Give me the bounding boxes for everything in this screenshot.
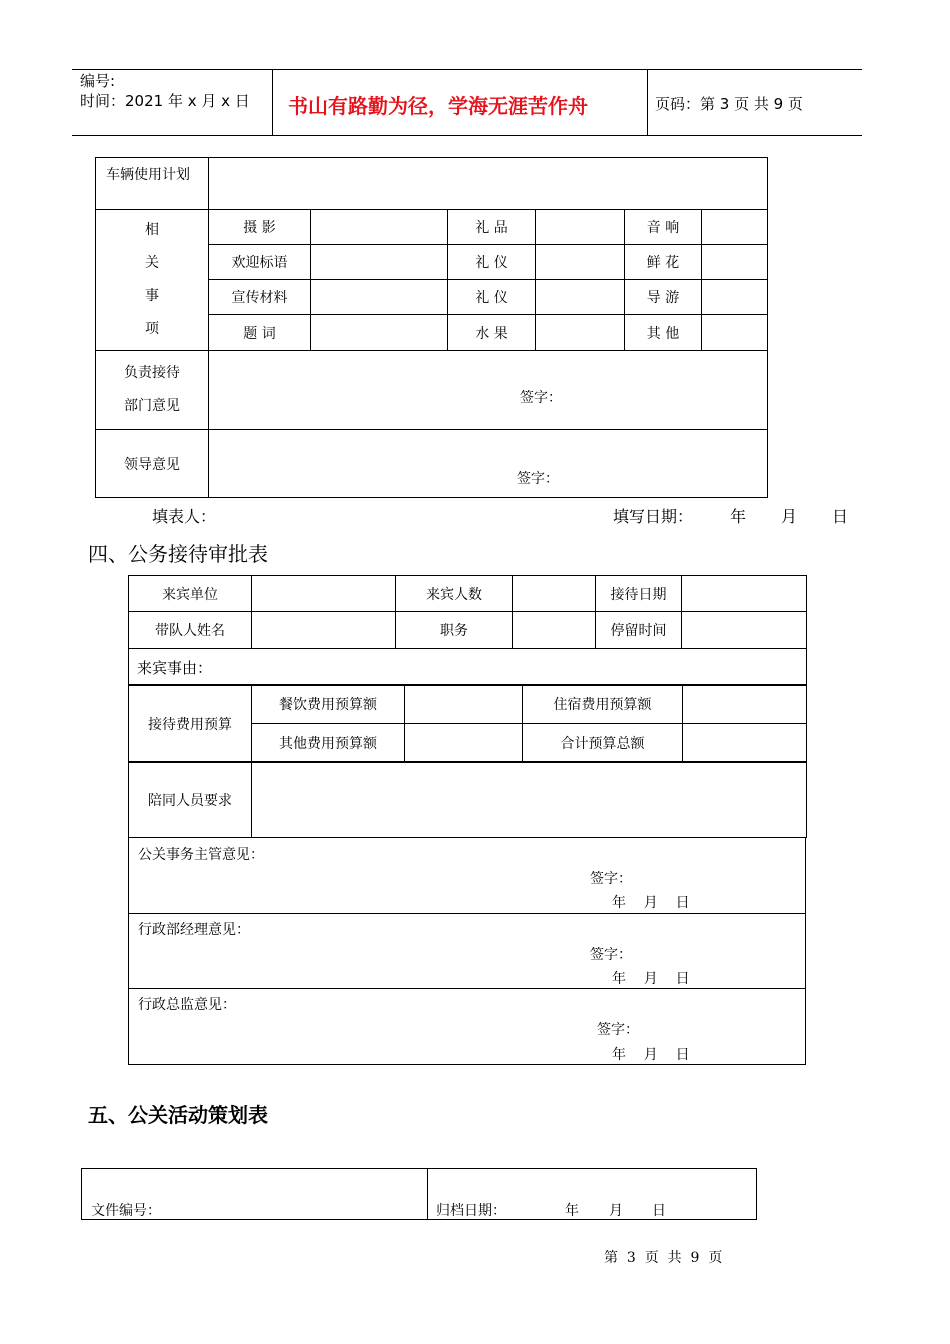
budget-item-value[interactable] xyxy=(683,685,807,724)
item-value[interactable] xyxy=(536,210,625,245)
leader-name-value[interactable] xyxy=(252,612,396,649)
archive-date-label[interactable]: 归档日期： xyxy=(436,1203,506,1219)
opinion-date: 年 月 日 xyxy=(612,1047,690,1063)
dept-opinion-label xyxy=(96,351,209,430)
filler-label: 填表人： xyxy=(152,507,217,526)
item-value[interactable] xyxy=(536,315,625,351)
escort-label: 陪同人员要求 xyxy=(129,762,252,838)
vehicle-plan-label: 车辆使用计划 xyxy=(96,158,209,210)
item-label: 导 游 xyxy=(625,280,702,315)
stay-time-label: 停留时间 xyxy=(596,612,682,649)
item-value[interactable] xyxy=(311,210,448,245)
sign-label: 签字： xyxy=(590,947,632,963)
position-value[interactable] xyxy=(513,612,596,649)
related-char-4: 项 xyxy=(145,321,159,337)
item-label: 礼 仪 xyxy=(448,245,536,280)
opinion-date: 年 月 日 xyxy=(612,895,690,911)
time-label: 时间：2021 年 x 月 x 日 xyxy=(80,92,250,110)
visitor-count-value[interactable] xyxy=(513,576,596,612)
item-value[interactable] xyxy=(311,280,448,315)
item-label: 音 响 xyxy=(625,210,702,245)
reception-date-value[interactable] xyxy=(682,576,807,612)
header-bottom-rule xyxy=(72,135,862,136)
budget-item-label: 餐饮费用预算额 xyxy=(252,685,405,724)
item-label: 礼 品 xyxy=(448,210,536,245)
fill-year: 年 xyxy=(730,507,747,526)
header-top-rule xyxy=(72,69,862,70)
item-value[interactable] xyxy=(702,280,768,315)
opinion-title: 行政总监意见： xyxy=(138,997,236,1013)
related-char-3: 事 xyxy=(145,288,159,304)
opinion-date: 年 月 日 xyxy=(612,971,690,987)
opinion-title: 行政部经理意见： xyxy=(138,922,250,938)
archive-box xyxy=(81,1168,757,1220)
sign-label: 签字： xyxy=(517,471,559,487)
fill-day: 日 xyxy=(832,507,849,526)
header-divider-1 xyxy=(272,69,273,136)
item-value[interactable] xyxy=(536,245,625,280)
item-label: 水 果 xyxy=(448,315,536,351)
escort-value[interactable] xyxy=(252,762,807,838)
opinion-title: 公关事务主管意见： xyxy=(138,847,264,863)
item-value[interactable] xyxy=(536,280,625,315)
dept-opinion-field[interactable] xyxy=(209,351,768,430)
leader-opinion-field[interactable] xyxy=(209,430,768,498)
leader-name-label: 带队人姓名 xyxy=(129,612,252,649)
file-number-label[interactable]: 文件编号： xyxy=(91,1203,161,1219)
item-label: 摄 影 xyxy=(209,210,311,245)
stay-time-value[interactable] xyxy=(682,612,807,649)
item-value[interactable] xyxy=(311,245,448,280)
item-value[interactable] xyxy=(702,315,768,351)
page-info: 页码：第 3 页 共 9 页 xyxy=(655,95,803,113)
item-value[interactable] xyxy=(702,210,768,245)
related-items-label xyxy=(96,210,209,351)
item-label: 礼 仪 xyxy=(448,280,536,315)
budget-item-label: 合计预算总额 xyxy=(523,724,683,763)
item-label: 宣传材料 xyxy=(209,280,311,315)
position-label: 职务 xyxy=(396,612,513,649)
item-value[interactable] xyxy=(702,245,768,280)
archive-day: 日 xyxy=(652,1203,666,1219)
visit-reason-label[interactable]: 来宾事由： xyxy=(129,649,807,686)
doc-number-label: 编号: xyxy=(80,72,116,90)
vehicle-plan-value[interactable] xyxy=(209,158,768,210)
archive-year: 年 xyxy=(565,1203,579,1219)
page-footer: 第 3 页 共 9 页 xyxy=(604,1250,723,1266)
related-char-1: 相 xyxy=(145,222,159,238)
section5-title: 五、公关活动策划表 xyxy=(88,1103,268,1127)
budget-item-label: 住宿费用预算额 xyxy=(523,685,683,724)
dept-opinion-line-1: 负责接待 xyxy=(124,365,180,381)
item-label: 鲜 花 xyxy=(625,245,702,280)
visitor-count-label: 来宾人数 xyxy=(396,576,513,612)
dept-opinion-line-2: 部门意见 xyxy=(124,398,180,414)
opinion-box-pr-manager[interactable] xyxy=(128,837,806,914)
fill-date-label: 填写日期： xyxy=(613,507,694,526)
fill-month: 月 xyxy=(781,507,798,526)
reception-date-label: 接待日期 xyxy=(596,576,682,612)
visitor-unit-value[interactable] xyxy=(252,576,396,612)
header-divider-2 xyxy=(647,69,648,136)
item-label: 其 他 xyxy=(625,315,702,351)
approval-table xyxy=(128,575,807,686)
archive-divider xyxy=(427,1169,428,1220)
item-label: 欢迎标语 xyxy=(209,245,311,280)
opinion-box-admin-manager[interactable] xyxy=(128,913,806,989)
related-char-2: 关 xyxy=(145,255,159,271)
sign-label: 签字： xyxy=(520,390,562,406)
item-value[interactable] xyxy=(311,315,448,351)
budget-item-value[interactable] xyxy=(405,685,523,724)
sign-label: 签字： xyxy=(597,1022,639,1038)
budget-table xyxy=(128,684,807,763)
budget-item-value[interactable] xyxy=(683,724,807,763)
archive-month: 月 xyxy=(609,1203,623,1219)
escort-table xyxy=(128,761,807,838)
budget-item-label: 其他费用预算额 xyxy=(252,724,405,763)
sign-label: 签字： xyxy=(590,871,632,887)
reception-items-table xyxy=(95,157,768,498)
budget-label: 接待费用预算 xyxy=(129,685,252,763)
item-label: 题 词 xyxy=(209,315,311,351)
budget-item-value[interactable] xyxy=(405,724,523,763)
leader-opinion-label: 领导意见 xyxy=(96,430,209,498)
section4-title: 四、公务接待审批表 xyxy=(88,542,268,566)
motto: 书山有路勤为径，学海无涯苦作舟 xyxy=(288,94,588,118)
visitor-unit-label: 来宾单位 xyxy=(129,576,252,612)
opinion-box-admin-director[interactable] xyxy=(128,988,806,1065)
